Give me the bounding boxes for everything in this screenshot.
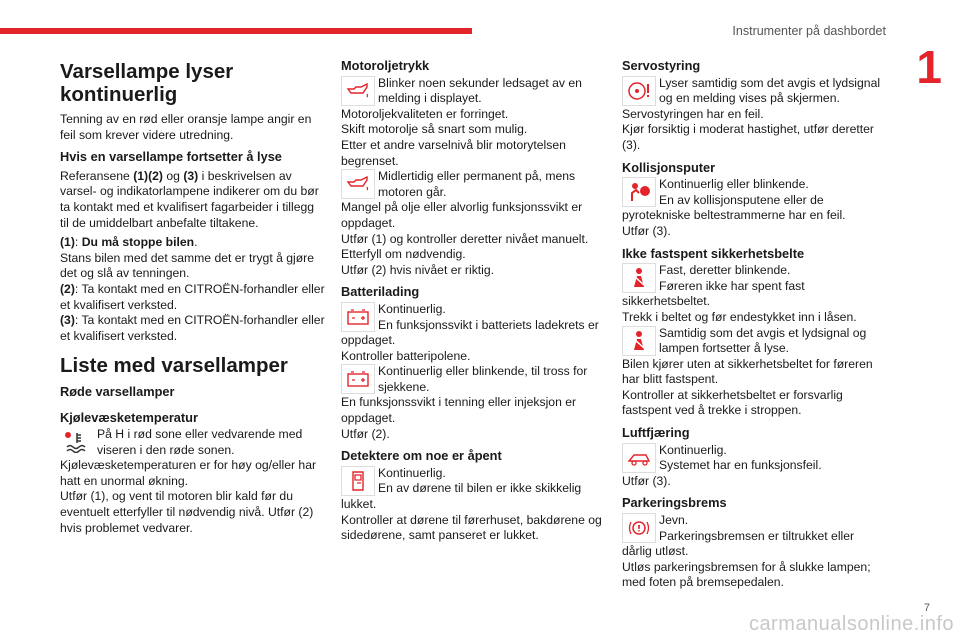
heading-red-lamps: Røde varsellamper bbox=[60, 383, 175, 399]
reference-3: (3): Ta kontakt med en CITROËN-forhandler eller et kvalifisert verksted. bbox=[60, 313, 325, 343]
reference-1-text: Stans bilen med det samme det er trygt å gjøre det og slå av tenningen. bbox=[60, 250, 315, 281]
air-suspension-icon-text: Kontinuerlig. Systemet har en funksjonsfeil. bbox=[659, 442, 822, 473]
coolant-text: Kjølevæsketemperaturen er for høy og/eller har hatt en unormal økning. Utfør (1), og vent til motoren blir kald før du eventuelt etterfyller til nødvendig nivå. Utfør (2) hvis problemet vedvarer. bbox=[60, 458, 317, 535]
door-icon-text: Kontinuerlig. En av dørene til bilen er ikke skikkelig bbox=[378, 465, 582, 496]
airbag-title: Kollisjonsputer bbox=[622, 159, 716, 175]
oil-pressure-title: Motoroljetrykk bbox=[341, 58, 430, 73]
oil-icon2-text: Midlertidig eller permanent på, mens motoren går. bbox=[378, 169, 576, 199]
airbag-row bbox=[622, 177, 884, 208]
door-open-icon bbox=[341, 466, 375, 496]
airbag-text: pyrotekniske beltestrammerne har en feil. Utfør (3). bbox=[622, 208, 846, 238]
oil-row-1 bbox=[341, 76, 605, 107]
page-number: 7 bbox=[923, 602, 930, 614]
air-suspension-text: Utfør (3). bbox=[622, 473, 671, 488]
reference-1: (1): Du må stoppe bilen. bbox=[60, 235, 198, 250]
battery-row-1 bbox=[341, 302, 605, 333]
parking-brake-row bbox=[622, 513, 884, 544]
seatbelt-row-2 bbox=[622, 326, 884, 357]
battery-text-1: oppdaget. Kontroller batteripolene. bbox=[341, 333, 471, 363]
parking-brake-text: dårlig utløst. Utløs parkeringsbremsen for å slukke lampen; med foten på bremsepedalen. bbox=[622, 544, 871, 590]
heading-lamp-list: Liste med varsellamper bbox=[60, 354, 288, 378]
reference-2: (2): Ta kontakt med en CITROËN-forhandler eller et kvalifisert verksted. bbox=[60, 281, 325, 312]
seatbelt-title: Ikke fastspent sikkerhetsbelte bbox=[622, 245, 805, 261]
seatbelt-icon-2 bbox=[622, 326, 656, 356]
steering-icon-text: Lyser samtidig som det avgis et lydsignal og en melding vises på skjermen. bbox=[659, 75, 881, 106]
seatbelt-text-1: sikkerhetsbeltet. Trekk i beltet og før endestykket inn i låsen. bbox=[622, 294, 857, 324]
oil-row-2 bbox=[341, 169, 605, 200]
seatbelt-text-2: Bilen kjører uten at sikkerhetsbeltet for føreren har blitt fastspent. Kontroller at sikkerhetsbeltet er forsvarlig fastspent ved å trekke i stroppen. bbox=[622, 356, 873, 418]
steering-text: Servostyringen har en feil. Kjør forsiktig i moderat hastighet, utfør deretter (3). bbox=[622, 106, 874, 152]
chapter-number: 1 bbox=[916, 41, 942, 93]
airbag-icon-text: Kontinuerlig eller blinkende. En av kollisjonsputene eller de bbox=[659, 177, 824, 207]
column-2 bbox=[341, 58, 605, 548]
top-accent-bar bbox=[0, 28, 472, 34]
coolant-row bbox=[60, 427, 325, 458]
parking-brake-icon-text: Jevn. Parkeringsbremsen er tiltrukket eller bbox=[659, 513, 855, 543]
battery-icon1-text: Kontinuerlig. En funksjonssvikt i batteriets ladekrets er bbox=[378, 301, 599, 332]
door-open-title: Detektere om noe er åpent bbox=[341, 448, 502, 464]
oil-text-1: Motoroljekvaliteten er forringet. Skift motorolje så snart som mulig. Etter et andre varselnivå blir motorytelsen begrenset. bbox=[341, 106, 566, 168]
seatbelt-icon bbox=[622, 263, 656, 293]
coolant-title: Kjølevæsketemperatur bbox=[60, 409, 198, 425]
battery-icon2-text: Kontinuerlig eller blinkende, til tross for sjekkene. bbox=[378, 364, 588, 394]
air-suspension-title: Luftfjæring bbox=[622, 425, 690, 441]
seatbelt-icon1-text: Fast, deretter blinkende. Føreren ikke har spent fast bbox=[659, 263, 805, 293]
air-suspension-icon bbox=[622, 443, 656, 473]
battery-title: Batterilading bbox=[341, 284, 420, 300]
airbag-icon bbox=[622, 177, 656, 207]
oil-text-2: Mangel på olje eller alvorlig funksjonssvikt er oppdaget. Utfør (1) og kontroller deretter nivået manuelt. Etterfyll om nødvendig. Utfør (2) hvis nivået er riktig. bbox=[341, 200, 589, 277]
parking-brake-icon bbox=[622, 513, 656, 543]
intro-paragraph: Tenning av en rød eller oransje lampe angir en feil som krever videre utredning. bbox=[60, 112, 312, 142]
battery-row-2 bbox=[341, 364, 605, 395]
coolant-temperature-icon bbox=[60, 427, 94, 457]
door-row bbox=[341, 466, 605, 497]
section-header-title: Instrumenter på dashbordet bbox=[732, 24, 886, 38]
watermark: carmanualsonline.info bbox=[748, 613, 954, 635]
steering-wheel-icon bbox=[622, 76, 656, 106]
battery-icon bbox=[341, 302, 375, 332]
column-3 bbox=[622, 58, 884, 595]
oil-can-icon bbox=[341, 76, 375, 106]
seatbelt-icon2-text: Samtidig som det avgis et lydsignal og lampen fortsetter å lyse. bbox=[659, 325, 867, 356]
steering-row bbox=[622, 76, 884, 107]
parking-brake-title: Parkeringsbrems bbox=[622, 495, 727, 511]
oil-icon1-text: Blinker noen sekunder ledsaget av en melding i displayet. bbox=[378, 75, 582, 106]
air-suspension-row bbox=[622, 443, 884, 474]
seatbelt-row-1 bbox=[622, 263, 884, 294]
battery-icon-2 bbox=[341, 364, 375, 394]
power-steering-title: Servostyring bbox=[622, 58, 701, 73]
coolant-icon-text: På H i rød sone eller vedvarende med viseren i den røde sonen. bbox=[97, 427, 303, 457]
heading-if-lamp-persists: Hvis en varsellampe fortsetter å lyse bbox=[60, 149, 282, 165]
reference-paragraph: Referansene (1)(2) og (3) i beskrivelsen av varsel- og indikatorlampene indikerer om du bør ta kontakt med et kvalifisert fagarbeider i tillegg til de umiddelbart anbefalte tiltakene. bbox=[60, 168, 319, 230]
door-text: lukket. Kontroller at dørene til førerhuset, bakdørene og sidedørene, samt panseret er lukket. bbox=[341, 497, 602, 543]
column-1 bbox=[60, 60, 325, 540]
battery-text-2: En funksjonssvikt i tenning eller injeksjon er oppdaget. Utfør (2). bbox=[341, 395, 577, 441]
oil-can-icon-2 bbox=[341, 169, 375, 199]
heading-warning-continuous: Varsellampe lyser kontinuerlig bbox=[60, 60, 234, 106]
